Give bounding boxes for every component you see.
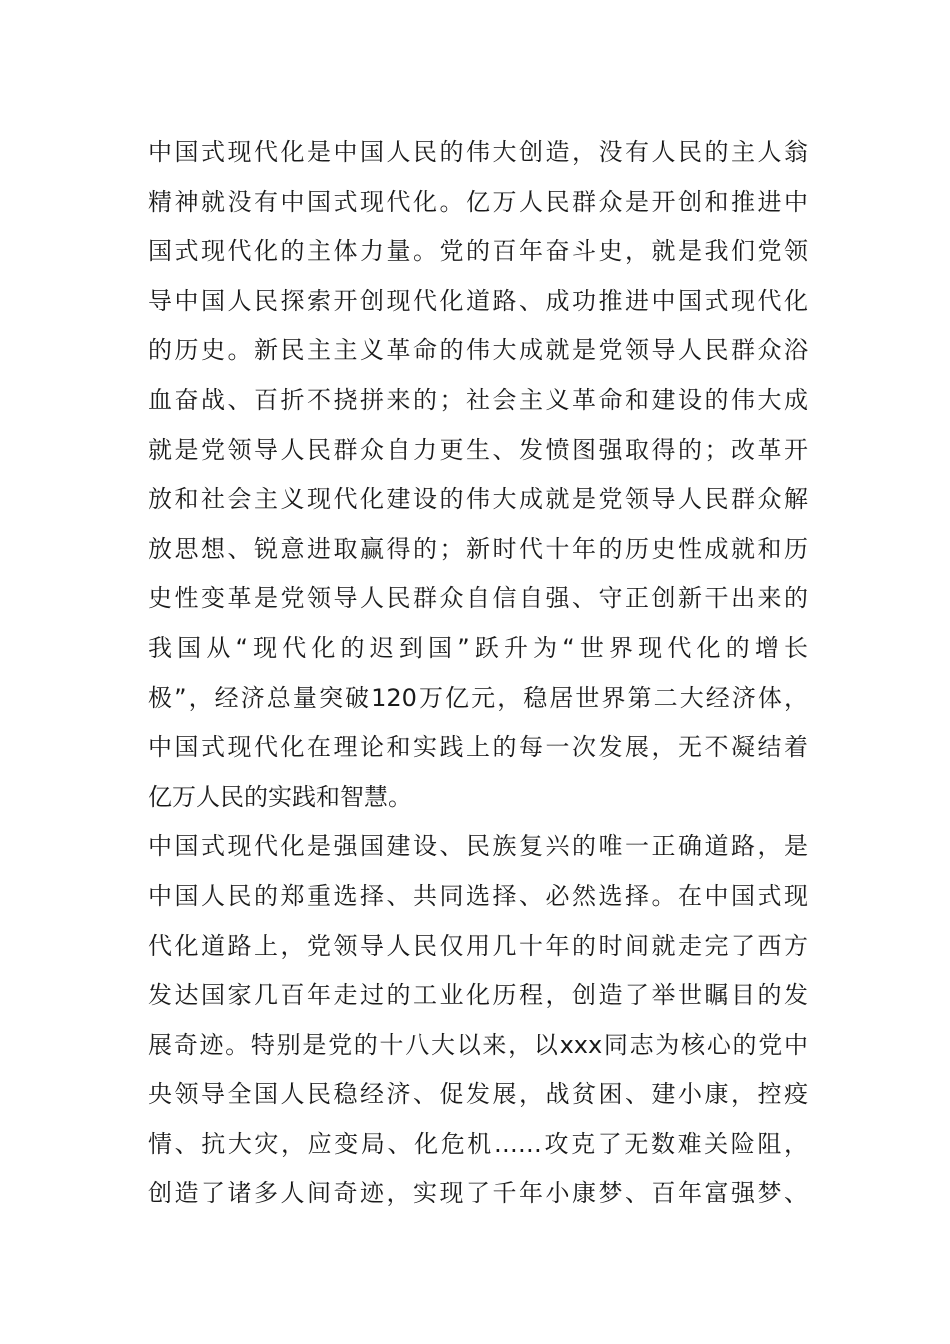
text-line: 中国式现代化是中国人民的伟大创造，没有人民的主人翁 <box>148 138 808 166</box>
text-line: 就是党领导人民群众自力更生、发愤图强取得的；改革开 <box>148 435 808 464</box>
text-line: 史性变革是党领导人民群众自信自强、守正创新干出来的 <box>148 584 808 613</box>
text-line: 的历史。新民主主义革命的伟大成就是党领导人民群众浴 <box>148 336 808 365</box>
text-line: 代化道路上，党领导人民仅用几十年的时间就走完了西方 <box>148 931 808 960</box>
text-line: 中国式现代化在理论和实践上的每一次发展，无不凝结着 <box>148 733 808 762</box>
text-line: 国式现代化的主体力量。党的百年奋斗史，就是我们党领 <box>148 237 808 266</box>
text-line: 导中国人民探索开创现代化道路、成功推进中国式现代化 <box>148 286 808 315</box>
text-line: 精神就没有中国式现代化。亿万人民群众是开创和推进中 <box>148 187 808 216</box>
paragraph-2 <box>148 822 808 1219</box>
text-line: 中国式现代化是强国建设、民族复兴的唯一正确道路，是 <box>148 832 808 861</box>
text-line: 中国人民的郑重选择、共同选择、必然选择。在中国式现 <box>148 881 808 910</box>
text-line: 情、抗大灾，应变局、化危机……攻克了无数难关险阻， <box>148 1129 808 1158</box>
text-line: 放思想、锐意进取赢得的；新时代十年的历史性成就和历 <box>148 534 808 563</box>
text-line: 亿万人民的实践和智慧。 <box>148 782 412 811</box>
text-line: 发达国家几百年走过的工业化历程，创造了举世瞩目的发 <box>148 981 808 1010</box>
document-body <box>148 128 808 1219</box>
text-line: 极”，经济总量突破120万亿元，稳居世界第二大经济体， <box>148 683 808 712</box>
text-line: 我国从“现代化的迟到国”跃升为“世界现代化的增长 <box>148 633 808 662</box>
text-line: 创造了诸多人间奇迹，实现了千年小康梦、百年富强梦、 <box>148 1179 808 1208</box>
text-line: 血奋战、百折不挠拼来的；社会主义革命和建设的伟大成 <box>148 385 808 414</box>
text-line: 央领导全国人民稳经济、促发展，战贫困、建小康，控疫 <box>148 1080 808 1109</box>
text-line: 放和社会主义现代化建设的伟大成就是党领导人民群众解 <box>148 485 808 514</box>
text-line: 展奇迹。特别是党的十八大以来，以xxx同志为核心的党中 <box>148 1030 808 1059</box>
paragraph-1 <box>148 128 808 822</box>
